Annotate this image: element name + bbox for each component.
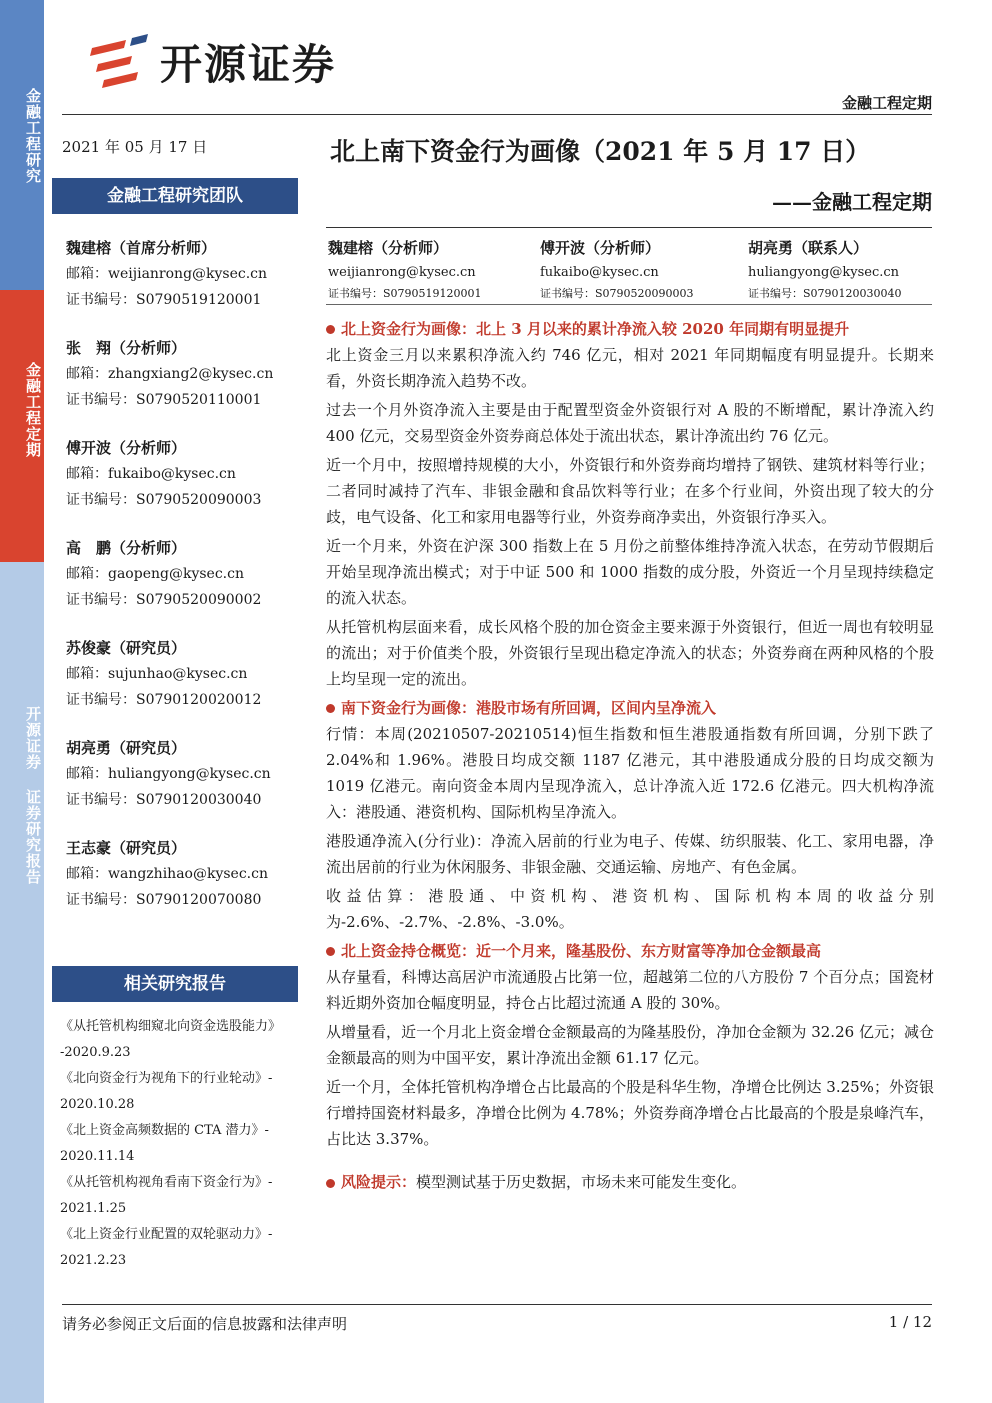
analyst-card [66, 836, 316, 913]
body-paragraph: 从存量看，科博达高居沪市流通股占比第一位，超越第二位的八方股份 7 个百分点；国瓷材料近期外资加仓幅度明显，持仓占比超过流通 A 股的 30%。 [326, 968, 934, 1012]
header-rule [62, 114, 932, 115]
body-paragraph: 北上资金三月以来累积净流入约 746 亿元，相对 2021 年同期幅度有明显提升。长期来看，外资长期净流入趋势不改。 [326, 346, 934, 390]
analyst-cert: 证书编号：S0790519120001 [66, 292, 262, 308]
report-body [326, 316, 934, 1195]
brand-logo-icon [88, 34, 150, 90]
bullet-icon [326, 325, 335, 334]
related-reports-list [60, 1014, 322, 1274]
analyst-cert: 证书编号：S0790520090003 [66, 492, 262, 508]
analyst-email: 邮箱：weijianrong@kysec.cn [66, 266, 268, 282]
author-card [328, 236, 533, 303]
analyst-name: 魏建榕（首席分析师） [66, 239, 217, 257]
analyst-name: 张 翔（分析师） [66, 339, 187, 357]
side-band-bottom [0, 562, 44, 1403]
body-paragraph: 近一个月来，外资在沪深 300 指数上在 5 月份之前整体维持净流入状态，在劳动节假期后开始呈现净流出模式；对于中证 500 和 1000 指数的成分股，外资近一个月呈现持续稳定的流入状态。 [326, 537, 934, 607]
bullet-icon [326, 947, 335, 956]
related-report-date: -2020.9.23 [60, 1045, 131, 1060]
footer-rule [62, 1304, 932, 1305]
analyst-card [66, 636, 316, 713]
author-email: fukaibo@kysec.cn [540, 265, 659, 280]
analyst-name: 高 鹏（分析师） [66, 539, 187, 557]
page-number: 1 / 12 [888, 1313, 932, 1331]
analyst-cert: 证书编号：S0790520090002 [66, 592, 262, 608]
analyst-email: 邮箱：wangzhihao@kysec.cn [66, 866, 268, 882]
analyst-card [66, 736, 316, 813]
footer-disclaimer: 请务必参阅正文后面的信息披露和法律声明 [62, 1315, 348, 1333]
section-heading: 北上资金持仓概览：近一个月来，隆基股份、东方财富等净加仓金额最高 [326, 938, 934, 964]
header-tag: 金融工程定期 [841, 94, 932, 112]
analyst-card [66, 436, 316, 513]
analyst-card [66, 336, 316, 413]
brand-name: 开源证券 [160, 40, 337, 89]
analyst-email: 邮箱：huliangyong@kysec.cn [66, 766, 271, 782]
author-name: 傅开波（分析师） [540, 239, 661, 257]
body-paragraph: 从增量看，近一个月北上资金增仓金额最高的为隆基股份，净加仓金额为 32.26 亿元；减仓金额最高的则为中国平安，累计净流出金额 61.17 亿元。 [326, 1023, 934, 1067]
risk-text: 模型测试基于历史数据，市场未来可能发生变化。 [416, 1173, 747, 1191]
analyst-card [66, 236, 316, 313]
analyst-cert: 证书编号：S0790520110001 [66, 392, 262, 408]
analyst-name: 苏俊豪（研究员） [66, 639, 187, 657]
related-report-date: 2021.1.25 [60, 1201, 127, 1216]
title-rule [326, 227, 932, 228]
author-cert: 证书编号：S0790120030040 [748, 287, 902, 300]
analyst-name: 傅开波（分析师） [66, 439, 187, 457]
analyst-name: 胡亮勇（研究员） [66, 739, 187, 757]
related-report-date: 2021.2.23 [60, 1253, 127, 1268]
author-email: huliangyong@kysec.cn [748, 265, 900, 280]
related-report-title[interactable]: 《从托管机构视角看南下资金行为》- [60, 1175, 273, 1190]
body-paragraph: 近一个月，全体托管机构净增仓占比最高的个股是科华生物，净增仓比例达 3.25%；外资银行增持国瓷材料最多，净增仓比例为 4.78%；外资券商净增仓占比最高的个股是泉峰汽车，占比达 3.37%。 [326, 1078, 934, 1148]
author-email: weijianrong@kysec.cn [328, 265, 476, 280]
report-date: 2021 年 05 月 17 日 [62, 138, 208, 156]
analyst-name: 王志豪（研究员） [66, 839, 187, 857]
risk-label: 风险提示： [341, 1173, 417, 1191]
analyst-cert: 证书编号：S0790120070080 [66, 892, 262, 908]
bullet-icon [326, 1179, 335, 1188]
body-paragraph: 港股通净流入(分行业)：净流入居前的行业为电子、传媒、纺织服装、化工、家用电器，净流出居前的行业为休闲服务、非银金融、交通运输、房地产、有色金属。 [326, 832, 934, 876]
related-reports-title: 相关研究报告 [52, 966, 298, 1002]
analyst-email: 邮箱：sujunhao@kysec.cn [66, 666, 248, 682]
report-subtitle: ——金融工程定期 [772, 190, 932, 214]
related-report-title[interactable]: 《北上资金行业配置的双轮驱动力》- [60, 1227, 273, 1242]
side-band-top-label: 金融工程研究 [24, 88, 42, 184]
body-paragraph: 过去一个月外资净流入主要是由于配置型资金外资银行对 A 股的不断增配，累计净流入约 400 亿元，交易型资金外资券商总体处于流出状态，累计净流出约 76 亿元。 [326, 401, 934, 445]
body-paragraph: 行情：本周(20210507-20210514)恒生指数和恒生港股通指数有所回调，分别下跌了 2.04%和 1.96%。港股日均成交额 1187 亿港元，其中港股通成分股的日均成交额为 1019 亿港元。南向资金本周内呈现净流入，总计净流入近 172.6 亿港元。四大机构净流入：港股通、港资机构、国际机构呈净流入。 [326, 725, 934, 821]
analyst-card [66, 536, 316, 613]
risk-note [326, 1169, 934, 1195]
author-card [540, 236, 745, 303]
body-paragraph: 近一个月中，按照增持规模的大小，外资银行和外资券商均增持了钢铁、建筑材料等行业；二者同时减持了汽车、非银金融和食品饮料等行业；在多个行业间，外资出现了较大的分歧，电气设备、化工和家用电器等行业，外资券商净卖出，外资银行净买入。 [326, 456, 934, 526]
author-cert: 证书编号：S0790520090003 [540, 287, 694, 300]
analyst-email: 邮箱：gaopeng@kysec.cn [66, 566, 244, 582]
side-band-bottom-label: 开源证券 证券研究报告 [24, 706, 42, 885]
team-title: 金融工程研究团队 [52, 178, 298, 214]
author-cert: 证书编号：S0790519120001 [328, 287, 482, 300]
analyst-cert: 证书编号：S0790120030040 [66, 792, 262, 808]
related-report-date: 2020.10.28 [60, 1097, 135, 1112]
report-title: 北上南下资金行为画像（2021 年 5 月 17 日） [330, 137, 871, 166]
analyst-email: 邮箱：fukaibo@kysec.cn [66, 466, 236, 482]
analyst-email: 邮箱：zhangxiang2@kysec.cn [66, 366, 274, 382]
section-heading: 南下资金行为画像：港股市场有所回调，区间内呈净流入 [326, 695, 934, 721]
author-name: 魏建榕（分析师） [328, 239, 449, 257]
analyst-cert: 证书编号：S0790120020012 [66, 692, 262, 708]
side-band-middle-label: 金融工程定期 [24, 362, 42, 458]
analyst-list [66, 236, 316, 936]
related-report-title[interactable]: 《北向资金行为视角下的行业轮动》- [60, 1071, 273, 1086]
author-name: 胡亮勇（联系人） [748, 239, 869, 257]
body-paragraph: 从托管机构层面来看，成长风格个股的加仓资金主要来源于外资银行，但近一周也有较明显的流出；对于价值类个股，外资银行呈现出稳定净流入的状态；外资券商在两种风格的个股上均呈现一定的流出。 [326, 618, 934, 688]
author-card [748, 236, 953, 303]
authors-rule [326, 304, 932, 305]
section-heading: 北上资金行为画像：北上 3 月以来的累计净流入较 2020 年同期有明显提升 [326, 316, 934, 342]
related-report-title[interactable]: 《从托管机构细窥北向资金选股能力》 [60, 1019, 282, 1034]
body-paragraph: 收益估算：港股通、中资机构、港资机构、国际机构本周的收益分别为-2.6%、-2.7%、-2.8%、-3.0%。 [326, 887, 934, 931]
related-report-title[interactable]: 《北上资金高频数据的 CTA 潜力》- [60, 1123, 269, 1138]
related-report-date: 2020.11.14 [60, 1149, 135, 1164]
bullet-icon [326, 704, 335, 713]
